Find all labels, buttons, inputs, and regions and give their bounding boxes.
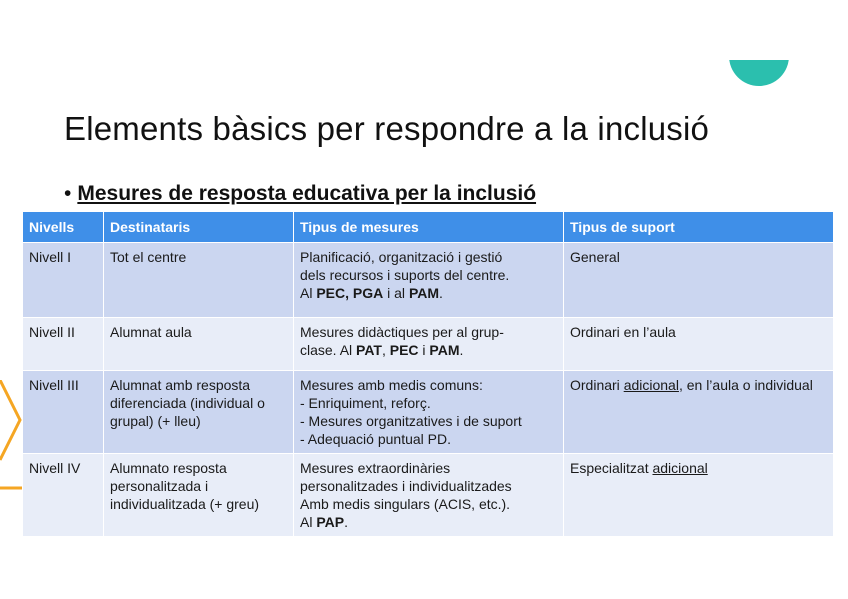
cell-nivell: Nivell IV: [23, 454, 104, 537]
cell-mesures: Mesures amb medis comuns: - Enriquiment, reforç. - Mesures organitzatives i de suport - Adequació puntual PD.: [294, 371, 564, 454]
cell-destinataris: Alumnat amb resposta diferenciada (individual o grupal) (+ lleu): [104, 371, 294, 454]
cell-destinataris: Alumnato resposta personalitzada i individualitzada (+ greu): [104, 454, 294, 537]
table-row: [23, 318, 834, 371]
cell-destinataris: Tot el centre: [104, 243, 294, 318]
header-tipus-mesures: Tipus de mesures: [294, 212, 564, 243]
cell-suport: Ordinari adicional, en l’aula o individual: [564, 371, 834, 454]
slide-subtitle: [64, 182, 536, 206]
cell-destinataris: Alumnat aula: [104, 318, 294, 371]
cell-suport: General: [564, 243, 834, 318]
subtitle-text: Mesures de resposta educativa per la inclusió: [77, 182, 537, 205]
cell-suport: Ordinari en l’aula: [564, 318, 834, 371]
table-row: [23, 454, 834, 537]
measures-table: [22, 211, 834, 537]
cell-nivell: Nivell I: [23, 243, 104, 318]
table-row: [23, 371, 834, 454]
slide-title: Elements bàsics per respondre a la inclusió: [64, 110, 710, 147]
cell-suport: Especialitzat adicional: [564, 454, 834, 537]
bullet: •: [64, 182, 72, 205]
cell-mesures: Planificació, organització i gestió dels recursos i suports del centre. Al PEC, PGA i al PAM.: [294, 243, 564, 318]
cell-mesures: Mesures extraordinàries personalitzades i individualitzades Amb medis singulars (ACIS, etc.). Al PAP.: [294, 454, 564, 537]
table-header-row: [23, 212, 834, 243]
cell-nivell: Nivell II: [23, 318, 104, 371]
cell-nivell: Nivell III: [23, 371, 104, 454]
header-tipus-suport: Tipus de suport: [564, 212, 834, 243]
teal-decoration-shape: [729, 30, 789, 86]
header-destinataris: Destinataris: [104, 212, 294, 243]
header-nivells: Nivells: [23, 212, 104, 243]
cell-mesures: Mesures didàctiques per al grup- clase. Al PAT, PEC i PAM.: [294, 318, 564, 371]
table-row: [23, 243, 834, 318]
